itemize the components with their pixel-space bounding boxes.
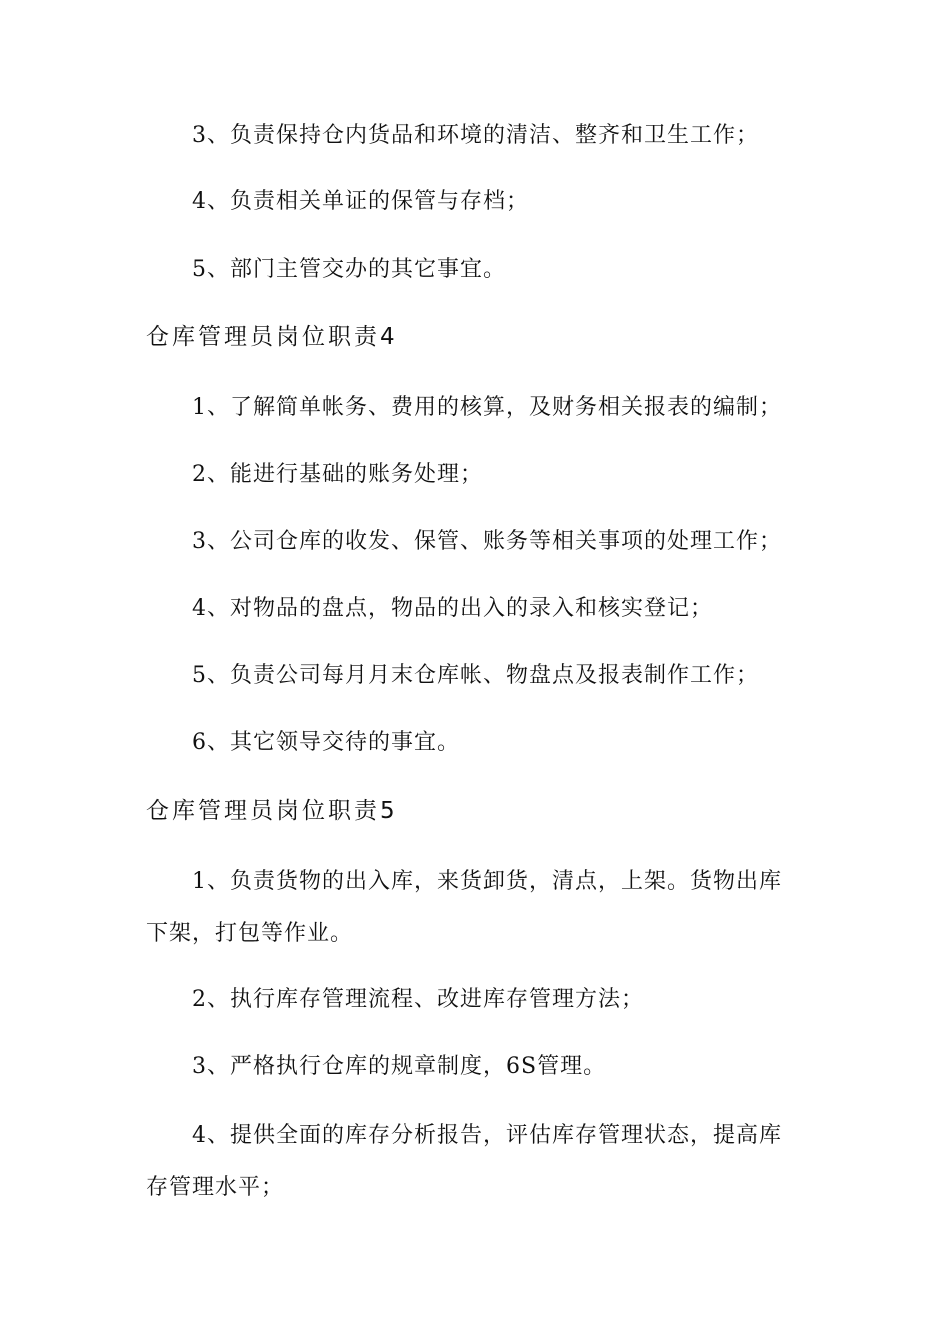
list-item: 3、负责保持仓内货品和环境的清洁、整齐和卫生工作； (192, 123, 759, 148)
section-heading: 仓库管理员岗位职责4 (146, 324, 398, 350)
list-item-continuation: 存管理水平； (146, 1175, 285, 1200)
section-heading: 仓库管理员岗位职责5 (146, 798, 398, 824)
list-item: 5、负责公司每月月末仓库帐、物盘点及报表制作工作； (192, 663, 759, 688)
list-item: 3、公司仓库的收发、保管、账务等相关事项的处理工作； (192, 529, 782, 554)
list-item: 2、执行库存管理流程、改进库存管理方法； (192, 987, 644, 1012)
list-item: 2、能进行基础的账务处理； (192, 462, 483, 487)
list-item: 5、部门主管交办的其它事宜。 (192, 257, 506, 282)
list-item: 6、其它领导交待的事宜。 (192, 730, 460, 755)
list-item: 4、负责相关单证的保管与存档； (192, 189, 529, 214)
list-item-continuation: 下架，打包等作业。 (146, 921, 354, 946)
list-item: 4、对物品的盘点，物品的出入的录入和核实登记； (192, 596, 713, 621)
list-item: 3、严格执行仓库的规章制度，6S管理。 (192, 1054, 607, 1079)
list-item: 4、提供全面的库存分析报告，评估库存管理状态，提高库 (192, 1123, 782, 1148)
list-item: 1、了解简单帐务、费用的核算，及财务相关报表的编制； (192, 395, 782, 420)
list-item: 1、负责货物的出入库，来货卸货，清点，上架。货物出库 (192, 869, 782, 894)
